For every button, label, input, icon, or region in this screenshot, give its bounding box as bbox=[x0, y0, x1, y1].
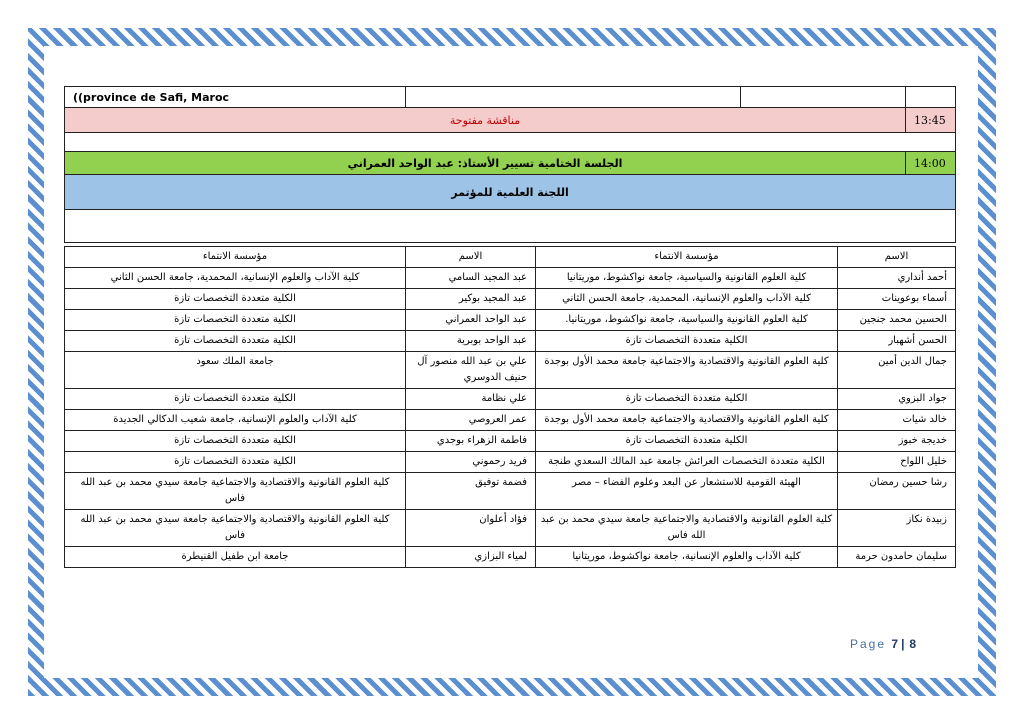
member-affiliation: كلية العلوم القانونية والسياسية، جامعة نواكشوط، موريتانيا. bbox=[536, 310, 838, 331]
member-affiliation: الكلية متعددة التخصصات تازة bbox=[536, 431, 838, 452]
column-header-name: الاسم bbox=[838, 247, 956, 268]
table-row bbox=[65, 268, 956, 289]
member-affiliation: الكلية متعددة التخصصات تازة bbox=[536, 389, 838, 410]
session-title: الجلسة الختامية تسيير الأستاذ: عبد الواحد العمراني bbox=[65, 152, 906, 175]
member-affiliation: الكلية متعددة التخصصات العرائش جامعة عبد المالك السعدي طنجة bbox=[536, 452, 838, 473]
member-affiliation: الكلية متعددة التخصصات تازة bbox=[65, 310, 406, 331]
member-name: خليل اللواح bbox=[838, 452, 956, 473]
empty-cell bbox=[406, 87, 741, 108]
member-name: الحسن أشهبار bbox=[838, 331, 956, 352]
member-name: الحسين محمد جنجين bbox=[838, 310, 956, 331]
column-header-affiliation: مؤسسة الانتماء bbox=[536, 247, 838, 268]
table-row bbox=[65, 431, 956, 452]
page-total: 8 bbox=[909, 637, 917, 651]
member-affiliation: الكلية متعددة التخصصات تازة bbox=[65, 431, 406, 452]
member-name: عمر العروصي bbox=[406, 410, 536, 431]
member-affiliation: كلية العلوم القانونية والاقتصادية والاجتماعية جامعة محمد الأول بوجدة bbox=[536, 352, 838, 389]
member-affiliation: كلية العلوم القانونية والاقتصادية والاجتماعية جامعة سيدي محمد بن عبد الله فاس bbox=[536, 510, 838, 547]
page-number: 7 bbox=[891, 637, 899, 651]
member-name: عبد الواحد العمراني bbox=[406, 310, 536, 331]
empty-cell bbox=[741, 87, 906, 108]
member-name: عبد المجيد السامي bbox=[406, 268, 536, 289]
member-affiliation: كلية الآداب والعلوم الإنسانية، المحمدية، جامعة الحسن الثاني bbox=[536, 289, 838, 310]
member-affiliation: الكلية متعددة التخصصات تازة bbox=[65, 331, 406, 352]
member-name: فريد رحموني bbox=[406, 452, 536, 473]
column-header-name: الاسم bbox=[406, 247, 536, 268]
program-row-closing-session bbox=[65, 152, 956, 175]
program-table bbox=[64, 86, 956, 243]
empty-cell bbox=[906, 87, 956, 108]
session-time: 13:45 bbox=[906, 108, 956, 133]
member-affiliation: الكلية متعددة التخصصات تازة bbox=[65, 289, 406, 310]
session-title: مناقشة مفتوحة bbox=[65, 108, 906, 133]
member-name: سليمان حامدون حرمة bbox=[838, 547, 956, 568]
member-name: أحمد أنداري bbox=[838, 268, 956, 289]
member-name: خديجة خبوز bbox=[838, 431, 956, 452]
member-affiliation: كلية العلوم القانونية والاقتصادية والاجتماعية جامعة محمد الأول بوجدة bbox=[536, 410, 838, 431]
member-affiliation: الهيئة القومية للاستشعار عن البعد وعلوم الفضاء – مصر bbox=[536, 473, 838, 510]
member-name: جمال الدين أمين bbox=[838, 352, 956, 389]
member-name: جواد البزوي bbox=[838, 389, 956, 410]
member-name: زبيدة نكاز bbox=[838, 510, 956, 547]
page-label: Page bbox=[850, 637, 887, 651]
member-name: فاطمة الزهراء بوجدي bbox=[406, 431, 536, 452]
table-row bbox=[65, 473, 956, 510]
table-row bbox=[65, 289, 956, 310]
member-name: علي نظامة bbox=[406, 389, 536, 410]
member-name: عبد الواحد بوبرية bbox=[406, 331, 536, 352]
member-name: خالد شيات bbox=[838, 410, 956, 431]
member-affiliation: الكلية متعددة التخصصات تازة bbox=[65, 389, 406, 410]
empty-cell bbox=[65, 210, 956, 243]
member-affiliation: كلية الآداب والعلوم الإنسانية، جامعة شعيب الدكالي الجديدة bbox=[65, 410, 406, 431]
member-affiliation: كلية العلوم القانونية والاقتصادية والاجتماعية جامعة سيدي محمد بن عبد الله فاس bbox=[65, 473, 406, 510]
members-table-body bbox=[65, 268, 956, 568]
member-affiliation: الكلية متعددة التخصصات تازة bbox=[536, 331, 838, 352]
column-header-affiliation: مؤسسة الانتماء bbox=[65, 247, 406, 268]
committee-title: اللجنة العلمية للمؤتمر bbox=[65, 175, 956, 210]
member-affiliation: كلية العلوم القانونية والاقتصادية والاجتماعية جامعة سيدي محمد بن عبد الله فاس bbox=[65, 510, 406, 547]
member-affiliation: كلية الآداب والعلوم الإنسانية، جامعة نواكشوط، موريتانيا bbox=[536, 547, 838, 568]
member-affiliation: كلية الآداب والعلوم الإنسانية، المحمدية، جامعة الحسن الثاني bbox=[65, 268, 406, 289]
program-row-location bbox=[65, 87, 956, 108]
member-name: عبد المجيد بوكير bbox=[406, 289, 536, 310]
committee-members-table bbox=[64, 246, 956, 568]
member-name: فؤاد أعلوان bbox=[406, 510, 536, 547]
program-row-open-discussion bbox=[65, 108, 956, 133]
table-header-row bbox=[65, 247, 956, 268]
member-name: رشا حسين رمضان bbox=[838, 473, 956, 510]
table-row bbox=[65, 331, 956, 352]
empty-cell bbox=[65, 133, 956, 152]
member-affiliation: كلية العلوم القانونية والسياسية، جامعة نواكشوط، موريتانيا bbox=[536, 268, 838, 289]
page-separator: | bbox=[901, 637, 907, 651]
table-row bbox=[65, 352, 956, 389]
program-row-committee-heading bbox=[65, 175, 956, 210]
table-row bbox=[65, 389, 956, 410]
table-row bbox=[65, 547, 956, 568]
location-cell: ((province de Safi, Maroc bbox=[65, 87, 406, 108]
member-affiliation: الكلية متعددة التخصصات تازة bbox=[65, 452, 406, 473]
member-affiliation: جامعة الملك سعود bbox=[65, 352, 406, 389]
program-row-spacer bbox=[65, 210, 956, 243]
program-row-spacer bbox=[65, 133, 956, 152]
table-row bbox=[65, 410, 956, 431]
table-row bbox=[65, 452, 956, 473]
member-name: لمياء البزازي bbox=[406, 547, 536, 568]
member-name: أسماء بوعوينات bbox=[838, 289, 956, 310]
table-row bbox=[65, 510, 956, 547]
table-row bbox=[65, 310, 956, 331]
member-affiliation: جامعة ابن طفيل القنيطرة bbox=[65, 547, 406, 568]
member-name: فضمة توفيق bbox=[406, 473, 536, 510]
page-footer bbox=[850, 637, 916, 651]
member-name: علي بن عبد الله منصور آل حنيف الدوسري bbox=[406, 352, 536, 389]
session-time: 14:00 bbox=[906, 152, 956, 175]
